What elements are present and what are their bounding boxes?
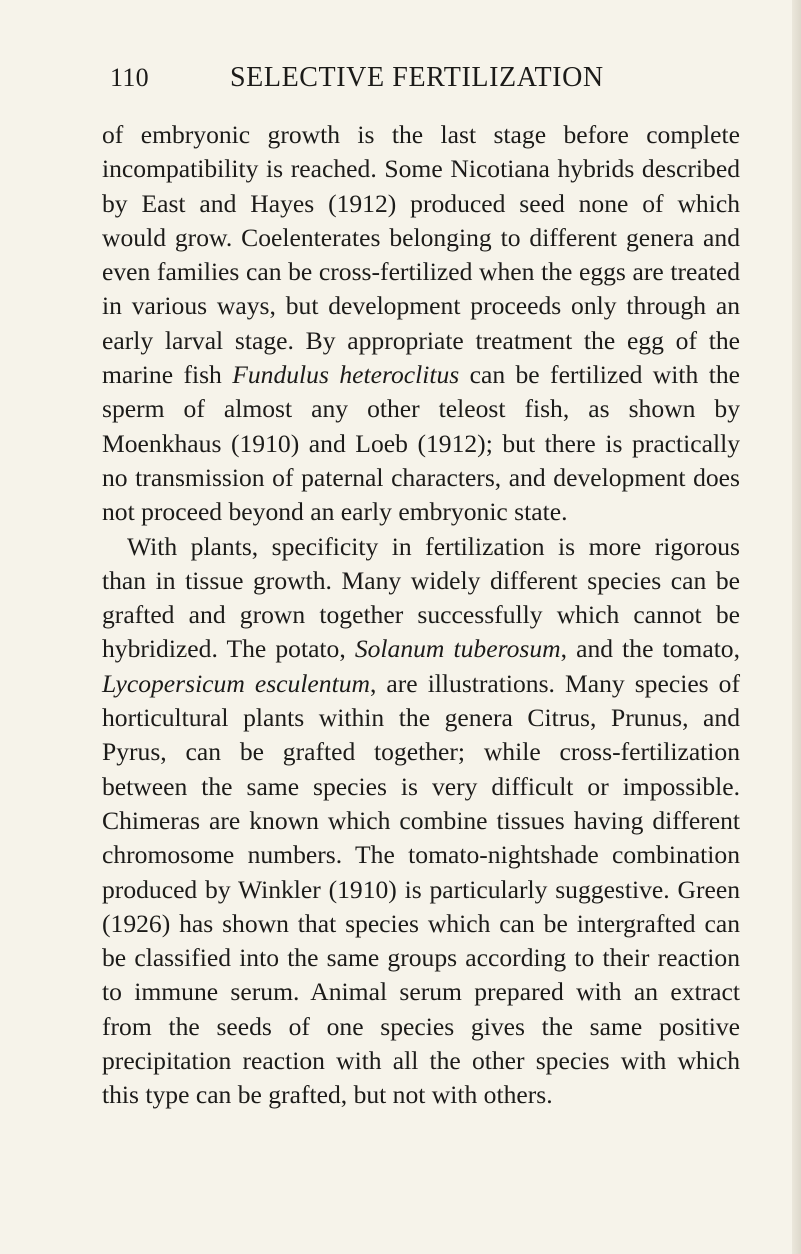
page-edge	[792, 0, 801, 1254]
chapter-title: SELECTIVE FERTILIZATION	[230, 62, 604, 93]
text-segment: , are illustrations. Many species of horticultural plants within the genera Citrus, Prunus, and Pyrus, can be grafted together; while cross-fertilization between the same species is very difficult or impossible. Chimeras are known which combine tissues having different chromosome numbers. The tomato-nightshade combination produced by Winkler (1910) is particularly suggestive. Green (1926) has shown that species which can be intergrafted can be classified into the same groups according to their reaction to immune serum. Animal serum prepared with an extract from the seeds of one species gives the same positive precipitation reaction with all the other species with which this type can be grafted, but not with others.	[102, 668, 740, 1110]
running-head	[110, 58, 720, 98]
species-name: Fundulus heteroclitus	[232, 360, 460, 390]
species-name: Solanum tuberosum	[354, 634, 561, 664]
species-name: Lycopersicum esculentum	[102, 668, 370, 698]
text-segment: , and the tomato,	[560, 634, 741, 664]
text-segment: can be fertilized with the sperm of almost any other teleost fish, as shown by Moenkhaus (1910) and Loeb (1912); but there is practically no transmission of paternal characters, and development does not proceed beyond an early embryonic state.	[102, 360, 740, 527]
paragraph-1	[102, 118, 740, 530]
paragraph-2	[102, 530, 740, 1113]
page-number: 110	[110, 63, 149, 92]
text-segment: of embryonic growth is the last stage before complete incompatibility is reached. Some Nicotiana hybrids described by East and Hayes (1912) produced seed none of which would grow. Coelenterates belonging to different genera and even families can be cross-fertilized when the eggs are treated in various ways, but development proceeds only through an early larval stage. By appropriate treatment the egg of the marine fish	[102, 120, 740, 390]
text-segment: With plants, specificity in fertilization is more rigorous than in tissue growth. Many widely different species can be grafted and grown together successfully which cannot be hybridized. The potato,	[102, 531, 740, 664]
body-text	[102, 118, 740, 1113]
